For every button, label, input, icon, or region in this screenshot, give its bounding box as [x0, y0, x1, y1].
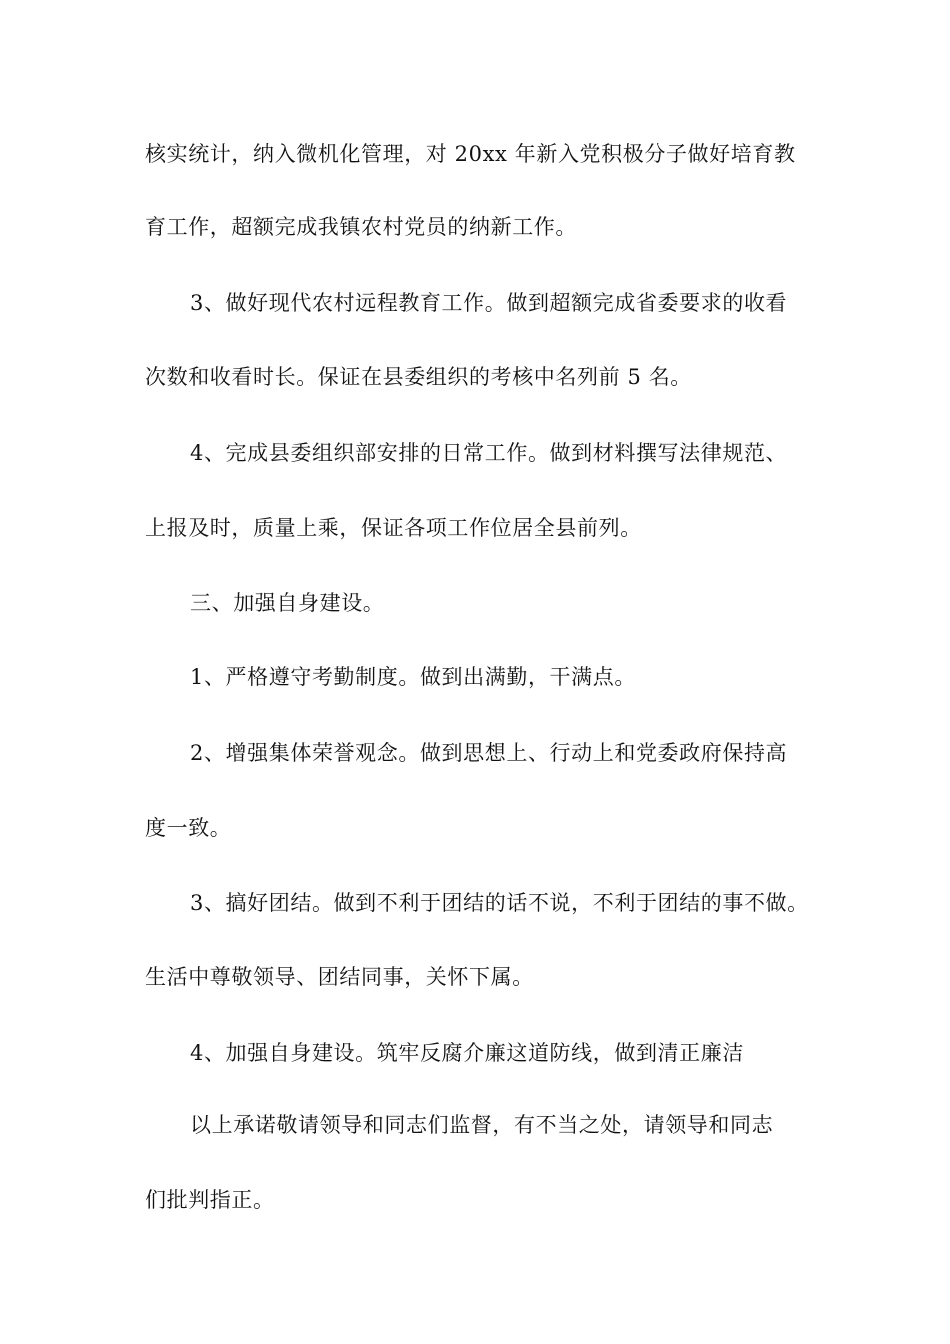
text-line: 生活中尊敬领导、团结同事，关怀下属。: [145, 965, 534, 989]
text-line: 育工作，超额完成我镇农村党员的纳新工作。: [145, 215, 577, 239]
text-line: 们批判指正。: [145, 1188, 275, 1212]
text-line: 3、做好现代农村远程教育工作。做到超额完成省委要求的收看: [190, 291, 788, 315]
text-line: 核实统计，纳入微机化管理，对 20xx 年新入党积极分子做好培育教: [145, 142, 796, 166]
text-line: 2、增强集体荣誉观念。做到思想上、行动上和党委政府保持高: [190, 741, 788, 765]
text-line: 1、严格遵守考勤制度。做到出满勤，干满点。: [190, 665, 636, 689]
text-line: 以上承诺敬请领导和同志们监督，有不当之处，请领导和同志: [190, 1113, 774, 1137]
section-heading: 三、加强自身建设。: [190, 591, 385, 615]
text-line: 4、加强自身建设。筑牢反腐介廉这道防线，做到清正廉洁: [190, 1041, 744, 1065]
text-line: 4、完成县委组织部安排的日常工作。做到材料撰写法律规范、: [190, 441, 788, 465]
text-line: 次数和收看时长。保证在县委组织的考核中名列前 5 名。: [145, 365, 692, 389]
text-line: 上报及时，质量上乘，保证各项工作位居全县前列。: [145, 516, 642, 540]
text-line: 3、搞好团结。做到不利于团结的话不说，不利于团结的事不做。: [190, 891, 809, 915]
text-line: 度一致。: [145, 816, 232, 840]
